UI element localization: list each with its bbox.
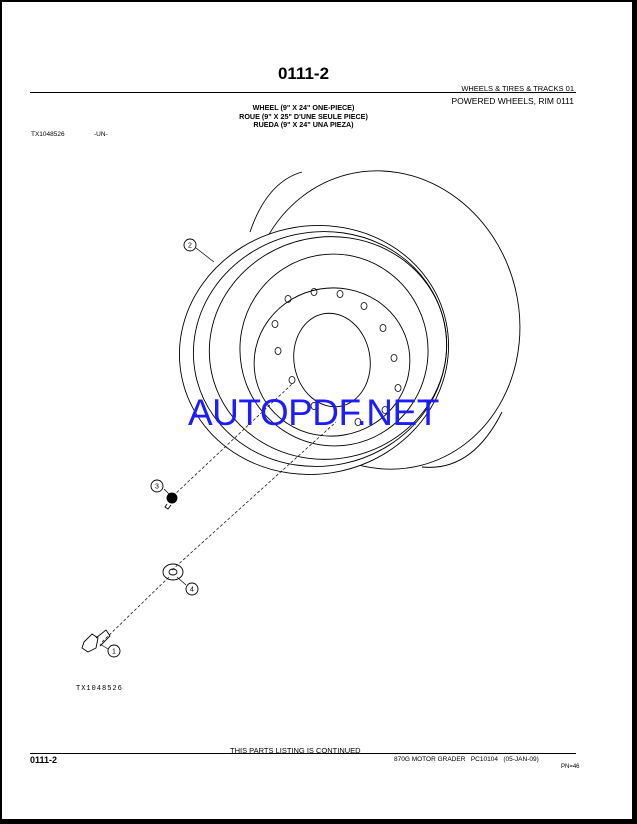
- title-english: WHEEL (9" X 24" ONE-PIECE): [252, 103, 355, 112]
- continued-notice: THIS PARTS LISTING IS CONTINUED: [230, 746, 361, 755]
- illustration-tag: -UN-: [94, 131, 108, 138]
- footer-catalog-info: [394, 756, 539, 763]
- callout-4: 4: [190, 586, 194, 594]
- page-title: 0111-2: [277, 64, 330, 83]
- footer-pn: PN=46: [561, 764, 580, 770]
- illustration-id: TX1048526: [31, 131, 65, 138]
- wheel-nut: [165, 493, 177, 509]
- title-spanish: RUEDA (9" X 24" UNA PIEZA): [253, 120, 354, 130]
- title-french: ROUE (9" X 25" D'UNE SEULE PIECE): [239, 111, 368, 121]
- watermark: AUTOPDF.NET: [188, 392, 439, 433]
- footer-model: 870G MOTOR GRADER: [394, 756, 466, 763]
- figure-label: TX1048526: [76, 685, 123, 693]
- callout-2: 2: [188, 242, 192, 250]
- section-name: WHEELS & TIRES & TRACKS 01: [461, 84, 574, 93]
- callout-1: 1: [112, 648, 116, 656]
- washer: [163, 564, 183, 580]
- footer-date: (05-JAN-09): [503, 756, 539, 763]
- wheel-bolt: [82, 630, 110, 652]
- group-name: POWERED WHEELS, RIM 0111: [451, 96, 574, 106]
- document-page: [2, 2, 632, 819]
- callout-3: 3: [155, 483, 159, 491]
- footer-page-number: 0111-2: [30, 755, 58, 765]
- footer-catalog: PC10104: [470, 756, 498, 763]
- wheel-front-rim: [156, 201, 472, 500]
